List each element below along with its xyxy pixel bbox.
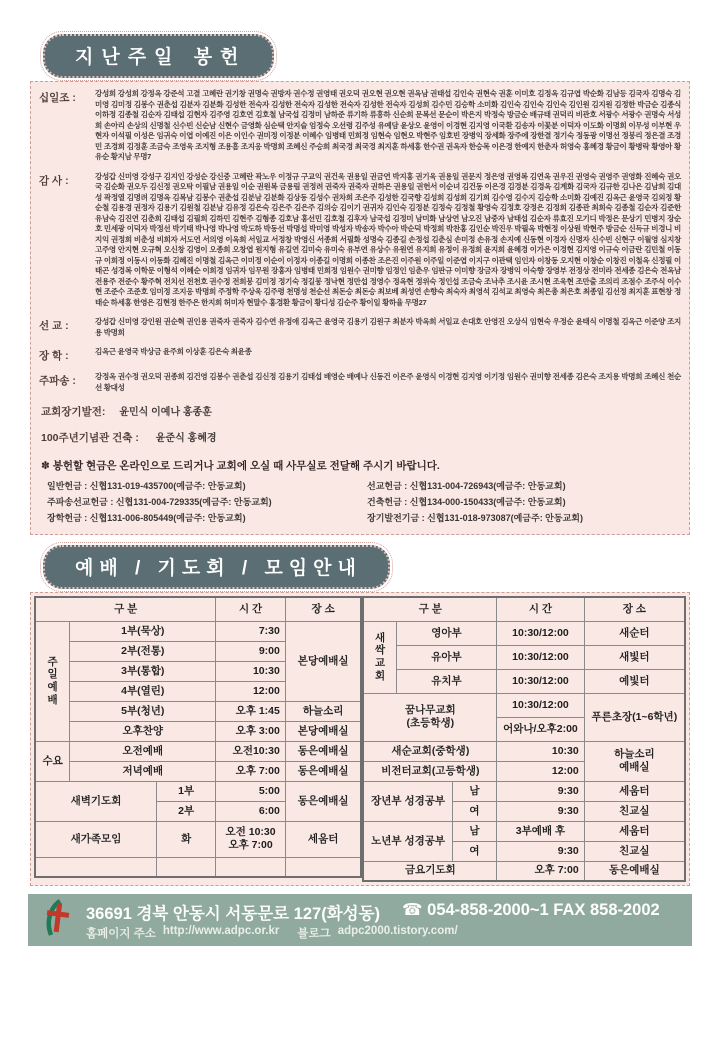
footer-web-line — [86, 925, 660, 941]
schedule-cell: 어와나/오후2:00 — [497, 717, 585, 741]
centennial-line — [41, 429, 681, 445]
schedule-cell: 동은예배실 — [285, 761, 361, 781]
schedule-cell: 동은예배실 — [285, 781, 361, 821]
schedule-box — [30, 592, 690, 886]
schedule-row — [35, 621, 361, 641]
schedule-cell: 오후 3:00 — [216, 721, 285, 741]
schedule-cell: 노년부 성경공부 — [363, 821, 452, 861]
schedule-cell: 화 — [156, 821, 215, 857]
schedule-cell: 새빛터 — [584, 645, 685, 669]
schedule-cell: 새순교회(중학생) — [363, 741, 496, 761]
name-list: 강성갑 신미영 강성구 김지인 강성순 강신중 고혜란 곽노우 이정규 구교익 권건욱 권용일 권금연 박지홍 권기욱 권용일 권문지 정은영 권영복 김연옥 권우진 권영숙 권영주 권영화 진혜숙 권오국 김순화 권오두 김신정 권오탁 이필남 권용일 이순 권원복 금용림 권정려 권죽자 권죽자 권하은 권용일 권헌서 이순녀 김건동 이은경 김경분 김경옥 김계화 김국자 김규한 김나은 김남희 김대성 곽정열 김명려 김명옥 김복남 김봉수 권춘섭 김분남 김분화 김상동 김성수 권차희 조은주 김성한 김국향 김성희 김성희 김기희 김수영 김수지 김승학 소미화 김예진 김옥근 윤영국 김외정 황순철 김용경 권정자 김용기 김원철 김분남 김유정 김은숙 김은주 김은주 김의승 김이기 권귀자 김인숙 김정분 김정숙 김정철 황영숙 김정호 강정은 김정희 김종관 최희숙 김종철 김순자 김준한 유남숙 김진연 김춘희 김태섭 김필희 김하민 김현주 김형종 김호남 홍선민 김호철 김후자 남국섭 김정미 남미화 남상연 남오진 남중자 남태섭 김순자 류효진 모기디 박정은 문상기 민병지 장순호 민세광 이덕자 박정선 박기태 박나영 박나영 박도하 박동선 박명섭 박미영 박성자 박송자 박수아 박순덕 박정희 박찬홍 김인순 박진우 박필옥 박현정 이상원 박현주 방금순 신득규 비경니 비지익 권정희 비춘성 비희자 서도연 서의영 이옥희 서일교 서정창 박영신 서종희 서필화 성명숙 김종길 손정섭 김춘심 손미정 손유정 손지예 신동현 이경자 신명자 신수빈 신현구 이월영 심지창 고주영 안지현 오규혁 오신창 김영이 오종희 오창엽 원지형 유길연 김미숙 유미숙 유부연 유상수 유원연 유지희 유정이 유정희 윤지희 윤혜경 이가은 이경현 김지영 이규숙 이금란 김민철 이동규 이희정 이동시 이동화 김혜진 이명철 김옥근 이미정 이순이 이정자 이종길 이명희 이종찬 조은진 이주원 이주일 이준엽 이지구 이관택 임인자 이창동 오지현 이창순 이창진 이철옥 신정필 이태곤 성경복 이학문 이형석 이혜순 이희경 임귀자 임무원 장홍자 임병태 민희정 임원수 권미향 임정인 임춘우 임판규 이미향 장금자 장병익 이숙향 장영부 전정상 전미라 전세종 김은숙 전옥남 전용주 전준수 황주혁 전치선 전천호 권수정 전희붕 김미정 정기숙 정길붕 정낙현 정만섭 정영수 정옥현 정위숙 정인섭 조금숙 조낙추 조시윤 조시현 조욱현 조만출 조의리 조점수 조주식 이수현 조준수 조준호 임미정 조지옹 박명희 주정학 주상욱 김주령 천명성 천순선 최돈승 최돈승 최보베 최성연 손향숙 최숙자 최영석 김석교 최영숙 최은총 최은호 최종일 김선정 최지훈 표현창 정태순 하세홍 한영은 김현정 한주은 한지희 허미자 현말수 홍경환 황금이 황디성 김순주 황이일 황하율 무명27 — [95, 171, 681, 307]
account-longterm: 장기발전기금 : 신협131-018-973087(예금주: 안동교회) — [367, 513, 583, 523]
schedule-cell — [216, 857, 285, 877]
church-dev-names: 윤민식 이예나 홍종훈 — [119, 407, 212, 418]
schedule-cell: 10:30/12:00 — [497, 621, 585, 645]
schedule-cell: 금요기도회 — [363, 861, 496, 881]
schedule-row — [363, 781, 685, 801]
name-list: 강정옥 권수정 권오덕 권종희 김건영 김봉수 권춘섭 김신정 김용기 김태섭 배영순 배예나 신동건 이은주 윤영식 이경현 김지영 이기정 임원수 권미향 전세종 김은숙 조지용 박명희 조혜신 천순선 황대성 — [95, 372, 681, 392]
schedule-cell: 1부(묵상) — [70, 621, 216, 641]
centennial-label: 100주년기념관 건축 : — [41, 432, 142, 444]
church-logo-cross-icon — [44, 898, 72, 943]
footer-phone: ☎ 054-858-2000~1 FAX 858-2002 — [402, 900, 660, 919]
schedule-cell: 9:30 — [497, 781, 585, 801]
schedule-cell: 유치부 — [396, 669, 497, 693]
schedule-cell: 동은예배실 — [584, 861, 685, 881]
schedule-cell: 수요 — [35, 741, 70, 781]
name-list: 강성갑 신미영 강인원 권순혁 권인용 권죽자 권죽자 김수연 유정애 김옥근 윤영국 김용기 김원구 최분자 박옥희 서일교 손대호 안영진 오상식 임현숙 우정순 윤태식 이명철 김옥근 이준양 조지용 박명희 — [95, 317, 681, 337]
schedule-cell: 친교실 — [584, 801, 685, 821]
schedule-cell: 본당예배실 — [285, 621, 361, 701]
schedule-cell: 5:00 — [216, 781, 285, 801]
schedule-cell: 4부(열린) — [70, 681, 216, 701]
name-list: 강성희 강성희 강정옥 강준석 고결 고혜란 권기창 권명숙 권방자 권수정 권영태 권오덕 권오현 권오현 권옥남 권태섭 김인숙 권현숙 권훈 이미호 김정옥 김규엽 박순화 김남등 김국자 김명숙 김미영 김미정 김봉수 권춘섭 김분자 김분화 김성한 전숙자 김성한 전숙자 김성한 전숙자 김성한 전숙자 김성희 김수민 김승학 소미화 김인숙 김인숙 김인숙 김인원 김지원 김정한 박금순 김종식 이하정 김종철 김순자 김태섭 김현자 김주영 김호연 김호철 남국섭 김정미 남하준 류기하 류흥하 신순희 문복선 문순이 박은지 박정숙 방금순 배규태 권덕리 비관호 서광수 서광수 권명숙 서성희 손아리 손상의 신명철 신수빈 신순남 신현수 금영화 심순택 안지슬 엄정숙 오선령 김주성 유예담 윤상오 윤영이 이경현 김지영 이국환 김송자 이꽃분 이덕자 이도화 이명희 이무성 이부현 우현자 이석필 이성은 임귀숙 이엽 이예진 이은 이인수 권미정 이정분 이혜수 임병태 민희정 임현숙 임현오 박현주 임호빈 장병익 장세화 장주에 장한결 정기숙 정동광 이명선 정붕리 정은결 조경민 조경희 김정훈 조금숙 조영욱 조지형 조용흠 조지옹 박명희 조혜신 주승희 최국경 최국경 최지훈 하세홍 한수권 권옥자 한승목 이은경 한예지 한춘자 허영숙 홍혜경 황금이 황병락 황영아 황유순 황지남 무명7 — [95, 89, 681, 161]
offering-banner-row — [30, 34, 690, 78]
schedule-cell: 5부(청년) — [70, 701, 216, 721]
schedule-table-right — [362, 596, 686, 882]
schedule-cell: 세움터 — [584, 821, 685, 841]
schedule-cell: 12:00 — [497, 761, 585, 781]
schedule-cell — [285, 857, 361, 877]
footer-address-line — [86, 900, 660, 924]
schedule-cell: 3부예배 후 — [497, 821, 585, 841]
schedule-cell: 9:30 — [497, 801, 585, 821]
schedule-tables — [34, 596, 686, 882]
offering-section-scholarship — [39, 347, 681, 363]
offering-section-dispatch — [39, 372, 681, 393]
schedule-cell: 예빛터 — [584, 669, 685, 693]
schedule-cell: 세움터 — [584, 781, 685, 801]
schedule-cell: 2부 — [156, 801, 215, 821]
schedule-header-cell: 장 소 — [285, 597, 361, 621]
schedule-cell: 10:30/12:00 — [497, 693, 585, 717]
schedule-cell: 12:00 — [216, 681, 285, 701]
worship-banner-row — [30, 545, 690, 589]
schedule-cell: 오후 7:00 — [497, 861, 585, 881]
schedule-row — [363, 693, 685, 717]
schedule-cell: 2부(전통) — [70, 641, 216, 661]
schedule-cell: 오전예배 — [70, 741, 216, 761]
schedule-row — [35, 701, 361, 721]
offering-notice: ✽ 봉헌할 현금은 온라인으로 드리거나 교회에 오실 때 사무실로 전달해 주시기 바랍니다. — [41, 460, 440, 472]
schedule-cell: 새가족모임 — [35, 821, 156, 857]
schedule-header-cell: 구 분 — [363, 597, 496, 621]
schedule-cell: 9:30 — [497, 841, 585, 861]
schedule-row — [363, 861, 685, 881]
church-dev-label: 교회장기발전: — [41, 406, 106, 418]
offering-banner: 지난주일 봉헌 — [43, 34, 274, 78]
footer — [28, 894, 692, 946]
account-list — [39, 477, 681, 526]
worship-banner: 예배 / 기도회 / 모임안내 — [43, 545, 390, 589]
schedule-cell: 남 — [452, 821, 496, 841]
schedule-cell: 오후찬양 — [70, 721, 216, 741]
schedule-cell: 여 — [452, 801, 496, 821]
schedule-cell: 새벽기도회 — [35, 781, 156, 821]
schedule-cell: 10:30 — [216, 661, 285, 681]
schedule-row — [363, 645, 685, 669]
schedule-cell: 9:00 — [216, 641, 285, 661]
schedule-header-cell: 구 분 — [35, 597, 216, 621]
schedule-cell: 유아부 — [396, 645, 497, 669]
section-label: 장 학 : — [39, 350, 69, 362]
offering-box — [30, 81, 690, 535]
footer-text — [86, 900, 660, 941]
blog-label: 블로그 — [297, 927, 331, 940]
schedule-cell: 오후 1:45 — [216, 701, 285, 721]
schedule-cell: 친교실 — [584, 841, 685, 861]
schedule-cell: 오전10:30 — [216, 741, 285, 761]
schedule-cell: 비전터교회(고등학생) — [363, 761, 496, 781]
offering-section-tithe — [39, 89, 681, 163]
schedule-cell: 세움터 — [285, 821, 361, 857]
schedule-cell: 10:30/12:00 — [497, 669, 585, 693]
schedule-row — [35, 761, 361, 781]
schedule-row — [35, 821, 361, 857]
schedule-header-cell: 장 소 — [584, 597, 685, 621]
schedule-row — [363, 741, 685, 761]
section-label: 감 사 : — [39, 174, 69, 187]
account-building: 건축헌금 : 신협134-000-150433(예금주: 안동교회) — [367, 497, 566, 507]
schedule-cell: 하늘소리 예배실 — [584, 741, 685, 781]
schedule-cell: 오후 7:00 — [216, 761, 285, 781]
homepage-url: http://www.adpc.or.kr — [162, 924, 280, 937]
offering-section-mission — [39, 317, 681, 338]
centennial-names: 윤준식 홍혜경 — [155, 433, 217, 444]
schedule-cell: 본당예배실 — [285, 721, 361, 741]
schedule-cell: 10:30/12:00 — [497, 645, 585, 669]
schedule-cell: 동은예배실 — [285, 741, 361, 761]
schedule-header-cell: 시 간 — [497, 597, 585, 621]
offering-section-thanks — [39, 172, 681, 309]
schedule-row — [363, 621, 685, 645]
schedule-row — [35, 857, 361, 877]
schedule-cell: 1부 — [156, 781, 215, 801]
section-label: 선 교 : — [39, 320, 69, 332]
schedule-cell: 3부(통합) — [70, 661, 216, 681]
schedule-row — [35, 781, 361, 801]
schedule-cell: 푸른초장(1~6학년) — [584, 693, 685, 741]
schedule-row — [363, 669, 685, 693]
schedule-cell: 남 — [452, 781, 496, 801]
schedule-cell: 10:30 — [497, 741, 585, 761]
schedule-row — [363, 597, 685, 621]
homepage-label: 홈페이지 주소 — [86, 927, 156, 940]
schedule-cell: 주 일 예 배 — [35, 621, 70, 741]
account-dispatch-mission: 주파송선교헌금 : 신협131-004-729335(예금주: 안동교회) — [47, 497, 272, 507]
schedule-row — [35, 597, 361, 621]
account-mission: 선교헌금 : 신협131-004-726943(예금주: 안동교회) — [367, 481, 566, 491]
name-list: 김옥근 윤영국 박상금 윤주희 이상훈 김은숙 최윤종 — [95, 347, 252, 356]
section-label: 주파송 : — [39, 375, 76, 387]
account-general: 일반헌금 : 신협131-019-435700(예금주: 안동교회) — [47, 481, 246, 491]
schedule-header-cell: 시 간 — [216, 597, 285, 621]
schedule-cell: 꿈나무교회 (초등학생) — [363, 693, 496, 741]
schedule-cell: 7:30 — [216, 621, 285, 641]
schedule-row — [35, 741, 361, 761]
schedule-cell: 여 — [452, 841, 496, 861]
schedule-cell — [156, 857, 215, 877]
schedule-row — [35, 721, 361, 741]
schedule-cell — [35, 857, 156, 877]
schedule-cell: 새순터 — [584, 621, 685, 645]
footer-address: 36691 경북 안동시 서동문로 127(화성동) — [86, 904, 381, 923]
schedule-row — [363, 821, 685, 841]
schedule-table-left — [34, 596, 362, 878]
schedule-cell: 오전 10:30 오후 7:00 — [216, 821, 285, 857]
schedule-cell: 6:00 — [216, 801, 285, 821]
schedule-cell: 하늘소리 — [285, 701, 361, 721]
schedule-cell: 영아부 — [396, 621, 497, 645]
schedule-cell: 새 싹 교 회 — [363, 621, 396, 693]
blog-url: adpc2000.tistory.com/ — [337, 924, 458, 937]
section-label: 십일조 : — [39, 92, 76, 104]
schedule-cell: 장년부 성경공부 — [363, 781, 452, 821]
schedule-cell: 저녁예배 — [70, 761, 216, 781]
church-dev-line — [41, 403, 681, 419]
account-scholarship: 장학헌금 : 신협131-006-805449(예금주: 안동교회) — [47, 513, 246, 523]
